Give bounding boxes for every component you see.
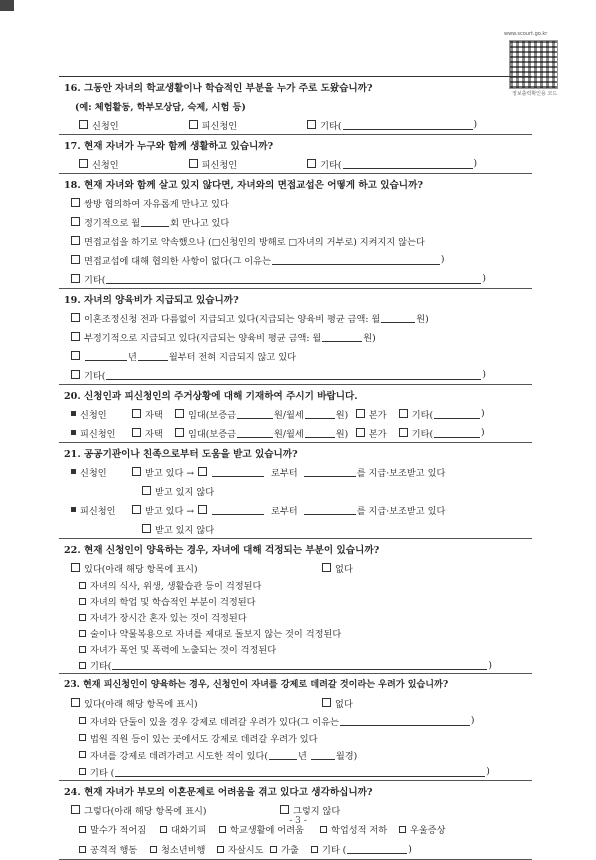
q22-item1-checkbox[interactable]	[79, 582, 86, 589]
q20-applicant-monthly-label: 원/월세	[273, 409, 304, 421]
q23-other-field[interactable]	[115, 767, 485, 777]
q21-applicant-source-checkbox[interactable]	[198, 467, 207, 476]
question-20	[59, 385, 532, 443]
q20-respondent-monthly-field[interactable]	[305, 428, 335, 438]
q20-applicant-monthly-field[interactable]	[305, 409, 335, 419]
q24-other-close: )	[408, 843, 412, 855]
q19-option-4	[59, 365, 532, 384]
q18-option-2	[59, 212, 532, 231]
q20-applicant-rent-label: 임대(보증금	[188, 409, 236, 421]
q20-title: 20. 신청인과 피신청인의 주거상황에 대해 기재하여 주시기 바랍니다.	[64, 390, 358, 402]
q18-opt2-checkbox[interactable]	[71, 217, 80, 226]
q16-other-label: 기타(	[320, 120, 342, 132]
q20-applicant-rent-checkbox[interactable]	[175, 409, 184, 418]
q24-runaway-checkbox[interactable]	[270, 846, 277, 853]
q21-title: 21. 공공기관이나 친족으로부터 도움을 받고 있습니까?	[64, 448, 298, 460]
q22-other-close: )	[488, 659, 492, 671]
q24-delinquency-checkbox[interactable]	[150, 846, 157, 853]
q22-no-label: 없다	[335, 563, 353, 575]
q22-item-5	[59, 641, 532, 657]
q19-option-3	[59, 346, 532, 365]
q18-other-field[interactable]	[106, 274, 481, 284]
q19-opt2-checkbox[interactable]	[71, 332, 80, 341]
q20-respondent-won-label: 원)	[335, 428, 349, 440]
q18-opt4-label: 면접교섭에 대해 협의한 사항이 없다(그 이유는	[84, 255, 271, 267]
q18-opt3-label: 면접교섭을 하기로 약속했으나 (□신청인의 방해로 □자녀의 거부로) 지켜지지 않는다	[84, 236, 425, 248]
q19-other-field[interactable]	[106, 370, 481, 380]
q22-other-field[interactable]	[112, 660, 487, 670]
q21-applicant-no-checkbox[interactable]	[142, 486, 151, 495]
q23-title: 23. 현재 피신청인이 양육하는 경우, 신청인이 자녀를 강제로 데려갈 것이라는 우려가 있습니까?	[64, 679, 449, 690]
q19-opt2-label-b: 원)	[363, 332, 376, 344]
q22-title: 22. 현재 신청인이 양육하는 경우, 자녀에 대해 걱정되는 부분이 있습니까?	[64, 544, 380, 556]
q17-other-field[interactable]	[343, 159, 473, 169]
q20-respondent-other-field[interactable]	[434, 428, 480, 438]
q24-no-label: 그렇지 않다	[293, 805, 341, 817]
q22-item5-checkbox[interactable]	[79, 646, 86, 653]
q24-avoid-checkbox[interactable]	[160, 826, 167, 833]
q19-other-close: )	[482, 369, 486, 380]
q21-applicant-source-field[interactable]	[212, 467, 264, 477]
q18-other-checkbox[interactable]	[71, 274, 80, 283]
q20-applicant-other-checkbox[interactable]	[399, 409, 408, 418]
q17-other-checkbox[interactable]	[307, 159, 316, 168]
q24-yes-label: 그렇다(아래 해당 항목에 표시)	[84, 805, 207, 817]
q17-title: 17. 현재 자녀가 누구와 함께 생활하고 있습니까?	[64, 140, 274, 152]
q20-respondent-rent-checkbox[interactable]	[175, 428, 184, 437]
q21-applicant-yes-label: 받고 있다 →	[145, 467, 195, 479]
q17-other-label: 기타(	[320, 159, 342, 171]
q19-option-1	[59, 308, 532, 327]
q18-other-label: 기타(	[84, 274, 106, 286]
q20-respondent-bullet	[71, 430, 76, 435]
q20-applicant-bullet	[71, 411, 76, 416]
q16-options	[59, 115, 532, 134]
q19-opt1-label-a: 이혼조정신청 전과 다름없이 지급되고 있다(지급되는 양육비 평균 금액: 월	[84, 313, 381, 325]
q17-close: )	[473, 158, 478, 169]
q19-opt3-checkbox[interactable]	[71, 351, 80, 360]
q18-option-3	[59, 231, 532, 250]
q21-respondent-yes-checkbox[interactable]	[132, 505, 141, 514]
q16-other-field[interactable]	[343, 120, 473, 130]
q20-respondent-own-label: 자택	[145, 428, 163, 440]
q20-applicant-label: 신청인	[80, 409, 107, 421]
question-17	[59, 135, 532, 174]
q20-applicant-other-label: 기타(	[411, 409, 434, 421]
q23-yes-label: 있다(아래 해당 항목에 표시)	[84, 698, 198, 710]
question-19	[59, 289, 532, 385]
q24-items-row-2	[59, 839, 532, 859]
q22-other-label: 기타(	[90, 661, 112, 672]
q24-yes-checkbox[interactable]	[71, 805, 80, 814]
q22-item2-checkbox[interactable]	[79, 598, 86, 605]
q21-respondent-support-label: 를 지급·보조받고 있다	[356, 505, 446, 517]
q16-title: 16. 그동안 자녀의 학교생활이나 학습적인 부분을 누가 주로 도왔습니까?	[64, 82, 373, 94]
q20-applicant-parents-checkbox[interactable]	[356, 409, 365, 418]
q21-applicant-yes-row	[59, 462, 532, 481]
q24-school-checkbox[interactable]	[219, 826, 226, 833]
q17-applicant-label: 신청인	[92, 159, 119, 171]
question-21	[59, 443, 532, 539]
q19-opt1-label-b: 원)	[416, 313, 429, 325]
q21-applicant-no-row	[59, 481, 532, 500]
q23-item3-label: 자녀를 강제로 데려가려고 시도한 적이 있다(	[90, 750, 268, 762]
q19-opt1-amount-field[interactable]	[381, 313, 415, 323]
q22-item2-label: 자녀의 학업 및 학습적인 부분이 걱정된다	[90, 597, 256, 608]
q23-year-label: 년	[297, 750, 307, 762]
question-23	[59, 674, 532, 781]
q21-respondent-yes-label: 받고 있다 →	[145, 505, 195, 517]
q22-other-checkbox[interactable]	[79, 662, 86, 669]
q22-item-1	[59, 577, 532, 593]
q21-applicant-item-field[interactable]	[304, 467, 356, 477]
q18-reason-field[interactable]	[272, 255, 440, 265]
q18-opt2-label-b: 회 만나고 있다	[170, 217, 230, 229]
q20-applicant-close: )	[481, 408, 485, 419]
q17-respondent-label: 피신청인	[201, 159, 238, 171]
q23-month-label: 월경)	[335, 750, 358, 762]
q21-applicant-from-label: 로부터	[271, 467, 298, 479]
q16-respondent-label: 피신청인	[201, 120, 238, 132]
q24-runaway-label: 가출	[281, 845, 299, 856]
q19-opt2-amount-field[interactable]	[322, 332, 362, 342]
q21-respondent-source-checkbox[interactable]	[198, 505, 207, 514]
q24-suicide-label: 자살시도	[228, 845, 264, 856]
q20-applicant-own-label: 자택	[145, 409, 163, 421]
q22-item5-label: 자녀가 폭언 및 폭력에 노출되는 것이 걱정된다	[90, 645, 277, 656]
q18-option-4	[59, 250, 532, 269]
q22-no-checkbox[interactable]	[322, 563, 331, 572]
q16-example: (예: 체험활동, 학부모상담, 숙제, 시험 등)	[75, 101, 246, 113]
q22-yes-checkbox[interactable]	[71, 563, 80, 572]
q20-respondent-rent-label: 임대(보증금	[188, 428, 236, 440]
question-18	[59, 174, 532, 289]
qr-caption: 정보출력확인용 코드	[512, 91, 558, 97]
q18-opt1-checkbox[interactable]	[71, 198, 80, 207]
q23-item-2	[59, 729, 532, 746]
page-number: - 3 -	[289, 816, 307, 826]
q21-respondent-from-label: 로부터	[271, 505, 298, 517]
q16-respondent-checkbox[interactable]	[189, 120, 198, 129]
q22-yes-label: 있다(아래 해당 항목에 표시)	[84, 563, 198, 575]
q22-item-other	[59, 657, 532, 673]
q17-applicant-checkbox[interactable]	[79, 159, 88, 168]
q18-other-close: )	[482, 273, 486, 284]
q24-delinquency-label: 청소년비행	[161, 845, 206, 856]
q21-respondent-source-field[interactable]	[212, 505, 264, 515]
q21-respondent-no-checkbox[interactable]	[142, 524, 151, 533]
q24-depression-checkbox[interactable]	[399, 826, 406, 833]
q16-applicant-checkbox[interactable]	[79, 120, 88, 129]
q24-aggressive-label: 공격적 행동	[90, 845, 138, 856]
q23-other-label: 기타 (	[90, 767, 115, 779]
corner-tab	[0, 0, 14, 11]
q19-other-checkbox[interactable]	[71, 370, 80, 379]
q18-opt1-label: 쌍방 협의하여 자유롭게 만나고 있다	[84, 198, 229, 210]
q24-other-checkbox[interactable]	[311, 846, 318, 853]
q23-item1-close: )	[470, 715, 475, 726]
q23-no-checkbox[interactable]	[322, 698, 331, 707]
questionnaire-form	[59, 76, 532, 860]
q24-school-label: 학교생활에 어려움	[230, 825, 304, 836]
q23-item-other	[59, 763, 532, 780]
q20-respondent-label: 피신청인	[80, 428, 116, 440]
q24-quiet-checkbox[interactable]	[79, 826, 86, 833]
q23-yes-no-row	[59, 693, 532, 712]
q21-respondent-label: 피신청인	[80, 505, 116, 517]
q24-grades-checkbox[interactable]	[320, 826, 327, 833]
q20-applicant-own-checkbox[interactable]	[132, 409, 141, 418]
q22-item1-label: 자녀의 식사, 위생, 생활습관 등이 걱정된다	[90, 581, 262, 592]
q19-month-field[interactable]	[138, 351, 168, 361]
q21-applicant-label: 신청인	[80, 467, 107, 479]
q16-close: )	[473, 119, 478, 130]
q23-item1-label: 자녀와 단둘이 있을 경우 강제로 데려갈 우려가 있다(그 이유는	[90, 716, 339, 728]
q21-applicant-no-label: 받고 있지 않다	[155, 486, 215, 498]
q19-other-label: 기타(	[84, 370, 106, 382]
q20-applicant-parents-label: 본가	[368, 409, 387, 421]
q22-item3-label: 자녀가 장시간 혼자 있는 것이 걱정된다	[90, 613, 247, 624]
q19-title: 19. 자녀의 양육비가 지급되고 있습니까?	[64, 294, 239, 306]
q20-applicant-row	[59, 404, 532, 423]
q23-reason-field[interactable]	[340, 716, 470, 726]
q20-respondent-row	[59, 423, 532, 442]
q21-respondent-no-label: 받고 있지 않다	[155, 524, 215, 536]
q20-respondent-other-checkbox[interactable]	[399, 428, 408, 437]
q24-no-checkbox[interactable]	[280, 805, 289, 814]
q23-item2-label: 법원 직원 등이 있는 곳에서도 강제로 데려갈 우려가 있다	[90, 733, 318, 745]
q23-item3-checkbox[interactable]	[79, 751, 86, 758]
q23-item-3	[59, 746, 532, 763]
q23-item-1	[59, 712, 532, 729]
q22-item-4	[59, 625, 532, 641]
q19-opt1-checkbox[interactable]	[71, 313, 80, 322]
q23-item1-checkbox[interactable]	[79, 717, 86, 724]
q22-item4-checkbox[interactable]	[79, 630, 86, 637]
q21-respondent-item-field[interactable]	[304, 505, 356, 515]
q21-respondent-bullet	[71, 507, 76, 512]
q19-year-field[interactable]	[85, 351, 127, 361]
q19-opt3-label: 월부터 전혀 지급되지 않고 있다	[168, 351, 296, 363]
q23-month-field[interactable]	[311, 750, 335, 760]
q19-opt2-label-a: 부정기적으로 지급되고 있다(지급되는 양육비 평균 금액: 월	[84, 332, 322, 344]
q24-title: 24. 현재 자녀가 부모의 이혼문제로 어려움을 겪고 있다고 생각하십니까?	[64, 786, 373, 798]
q23-no-label: 없다	[335, 698, 353, 710]
q20-applicant-won-label: 원)	[335, 409, 349, 421]
q18-opt4-checkbox[interactable]	[71, 255, 80, 264]
q24-grades-label: 학업성적 저하	[331, 825, 388, 836]
q22-item3-checkbox[interactable]	[79, 614, 86, 621]
q18-option-5	[59, 269, 532, 288]
q21-applicant-yes-checkbox[interactable]	[132, 467, 141, 476]
q24-aggressive-checkbox[interactable]	[79, 846, 86, 853]
q16-applicant-label: 신청인	[92, 120, 119, 132]
q24-depression-label: 우울증상	[410, 825, 446, 836]
qr-url: www.scourt.go.kr	[504, 31, 548, 37]
q22-item-3	[59, 609, 532, 625]
q20-respondent-own-checkbox[interactable]	[132, 428, 141, 437]
q18-opt4-close: )	[440, 254, 445, 265]
q19-year-label: 년	[128, 351, 137, 363]
q20-respondent-monthly-label: 원/월세	[273, 428, 304, 440]
q21-respondent-no-row	[59, 519, 532, 538]
q20-respondent-close: )	[481, 427, 485, 438]
q18-opt3-checkbox[interactable]	[71, 236, 80, 245]
q20-respondent-other-label: 기타(	[411, 428, 434, 440]
q19-option-2	[59, 327, 532, 346]
q23-yes-checkbox[interactable]	[71, 698, 80, 707]
q24-suicide-checkbox[interactable]	[217, 846, 224, 853]
q24-avoid-label: 대화기피	[171, 825, 207, 836]
q20-respondent-deposit-field[interactable]	[237, 428, 273, 438]
q20-respondent-parents-checkbox[interactable]	[356, 428, 365, 437]
q17-options	[59, 154, 532, 173]
q20-respondent-parents-label: 본가	[368, 428, 387, 440]
question-22	[59, 539, 532, 674]
question-16	[59, 77, 532, 135]
q23-year-field[interactable]	[269, 750, 297, 760]
q24-other-label: 기타 (	[322, 845, 347, 856]
q21-applicant-support-label: 를 지급·보조받고 있다	[356, 467, 446, 479]
q24-other-field[interactable]	[347, 844, 407, 854]
q22-item4-label: 술이나 약물복용으로 자녀를 제대로 돌보지 않는 것이 걱정된다	[90, 629, 342, 640]
q20-applicant-other-field[interactable]	[434, 409, 480, 419]
q24-quiet-label: 말수가 적어짐	[90, 825, 147, 836]
q21-applicant-bullet	[71, 469, 76, 474]
q18-opt2-label-a: 정기적으로 월	[84, 217, 141, 229]
q21-respondent-yes-row	[59, 500, 532, 519]
q22-yes-no-row	[59, 558, 532, 577]
q23-other-close: )	[486, 766, 490, 777]
q18-times-field[interactable]	[141, 217, 169, 227]
q22-item-2	[59, 593, 532, 609]
q16-other-checkbox[interactable]	[307, 120, 316, 129]
q17-respondent-checkbox[interactable]	[189, 159, 198, 168]
q23-other-checkbox[interactable]	[79, 768, 86, 775]
q18-option-1	[59, 193, 532, 212]
q20-applicant-deposit-field[interactable]	[237, 409, 273, 419]
q18-title: 18. 현재 자녀와 함께 살고 있지 않다면, 자녀와의 면접교섭은 어떻게 하고 있습니까?	[64, 179, 423, 191]
q23-item2-checkbox[interactable]	[79, 734, 86, 741]
